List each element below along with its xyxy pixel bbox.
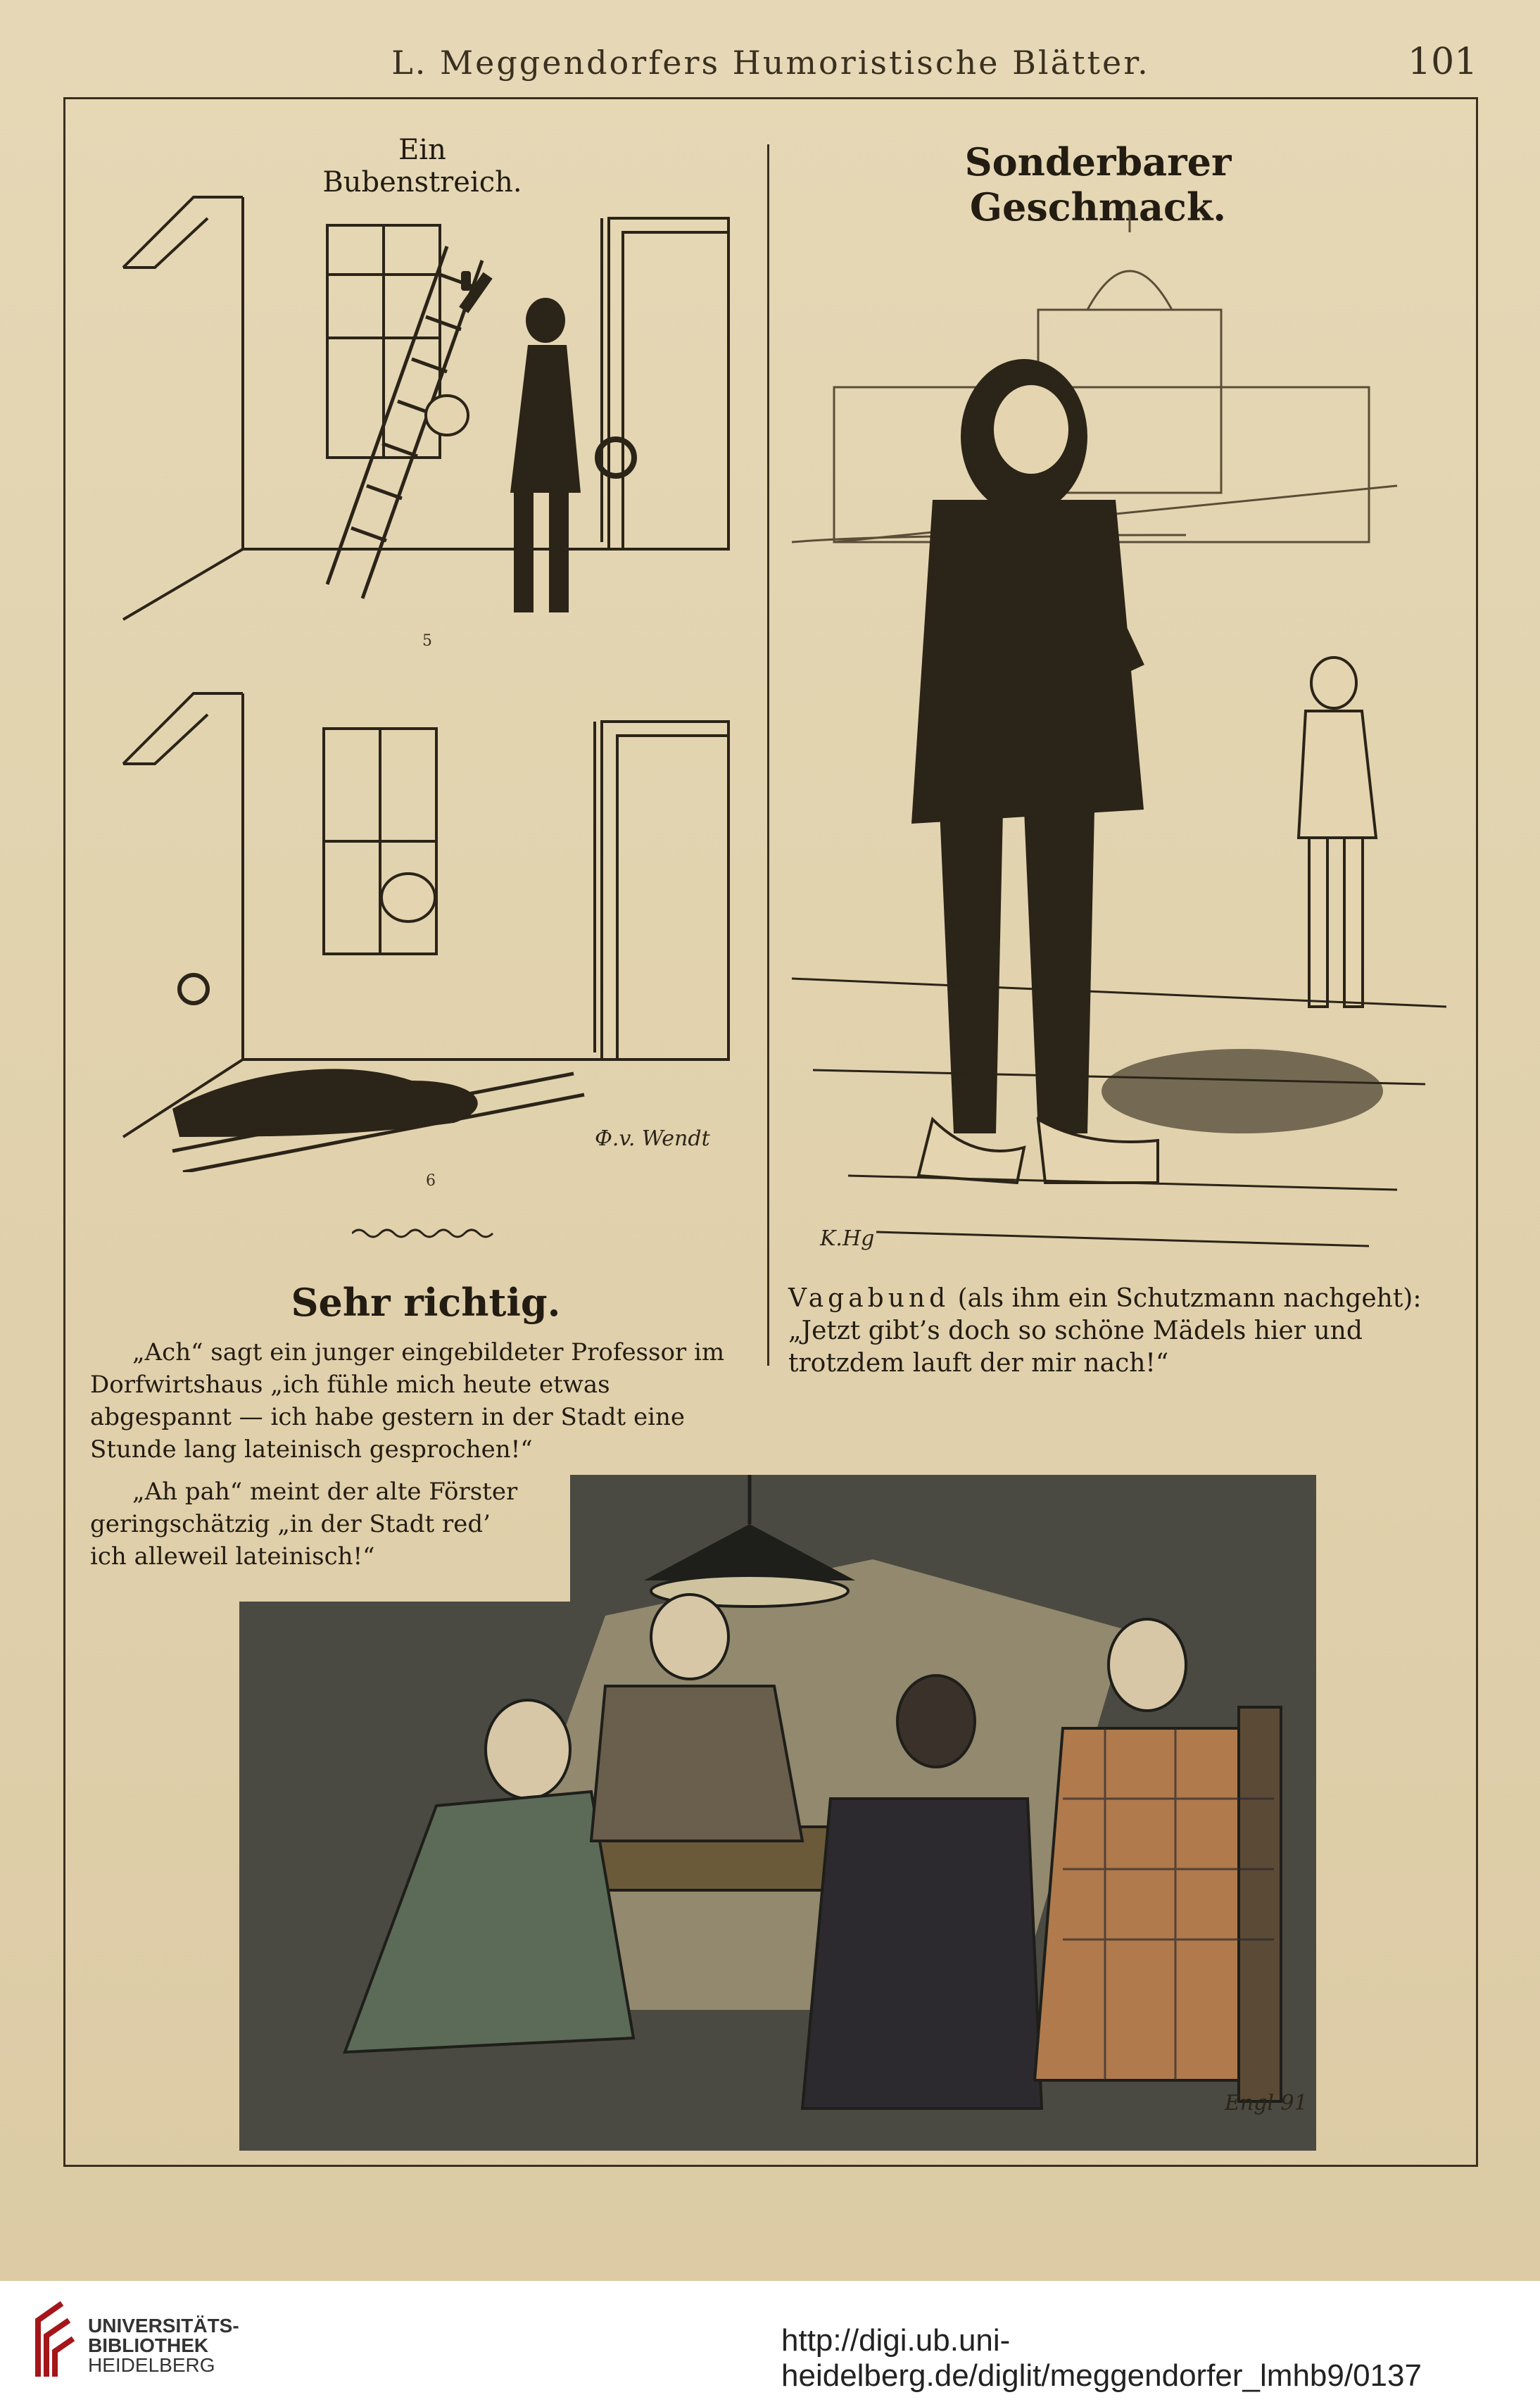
library-name — [88, 2316, 239, 2375]
source-url-link[interactable]: http://digi.ub.uni-heidelberg.de/diglit/meggendorfer_lmhb9/0137 — [781, 2323, 1422, 2393]
artist-signature-left: Ф.v. Wendt — [595, 1126, 710, 1151]
artist-signature-right: K.Hg — [820, 1226, 875, 1251]
caption-speaker: Vagabund — [788, 1284, 950, 1313]
library-logo-icon — [31, 2299, 76, 2384]
column-divider — [767, 144, 769, 1366]
library-name-line: HEIDELBERG — [88, 2354, 215, 2376]
cartoon-panel-6 — [116, 686, 750, 1172]
library-name-line: UNIVERSITÄTS- — [88, 2315, 239, 2337]
running-header: L. Meggendorfers Humoristische Blätter. — [391, 44, 1150, 82]
anecdote-paragraph: „Ah pah“ meint der alte Förster geringschätzig „in der Stadt red’ ich alleweil lateinisch!“ — [90, 1478, 518, 1571]
library-footer — [0, 2281, 1540, 2402]
page-number: 101 — [1408, 41, 1478, 83]
panel-number: 5 — [422, 632, 432, 650]
anecdote-title: Sehr richtig. — [291, 1280, 561, 1325]
artist-signature-bottom: Engl 91 — [1225, 2091, 1308, 2115]
library-name-line: BIBLIOTHEK — [88, 2334, 209, 2356]
section-flourish — [352, 1226, 500, 1240]
panel-number: 6 — [426, 1172, 436, 1190]
vagabond-caption — [788, 1283, 1436, 1380]
vagabond-illustration — [792, 204, 1446, 1274]
caption-quote: „Jetzt gibt’s doch so schöne Mädels hier und trotzdem lauft der mir nach!“ — [788, 1316, 1363, 1378]
cartoon-panel-5 — [116, 190, 750, 627]
caption-stage-direction: (als ihm ein Schutzmann nachgeht): — [957, 1284, 1422, 1313]
cartoon-title-bubenstreich: Ein Bubenstreich. — [322, 134, 522, 199]
cartoon-title-sonderbar: Sonderbarer Geschmack. — [964, 139, 1232, 229]
anecdote-paragraph: „Ach“ sagt ein junger eingebildeter Professor im Dorfwirtshaus „ich fühle mich heute etwas abgespannt — ich habe gestern in der Stadt eine Stunde lang lateinisch gesprochen!“ — [90, 1338, 725, 1464]
tavern-illustration — [239, 1475, 1316, 2151]
